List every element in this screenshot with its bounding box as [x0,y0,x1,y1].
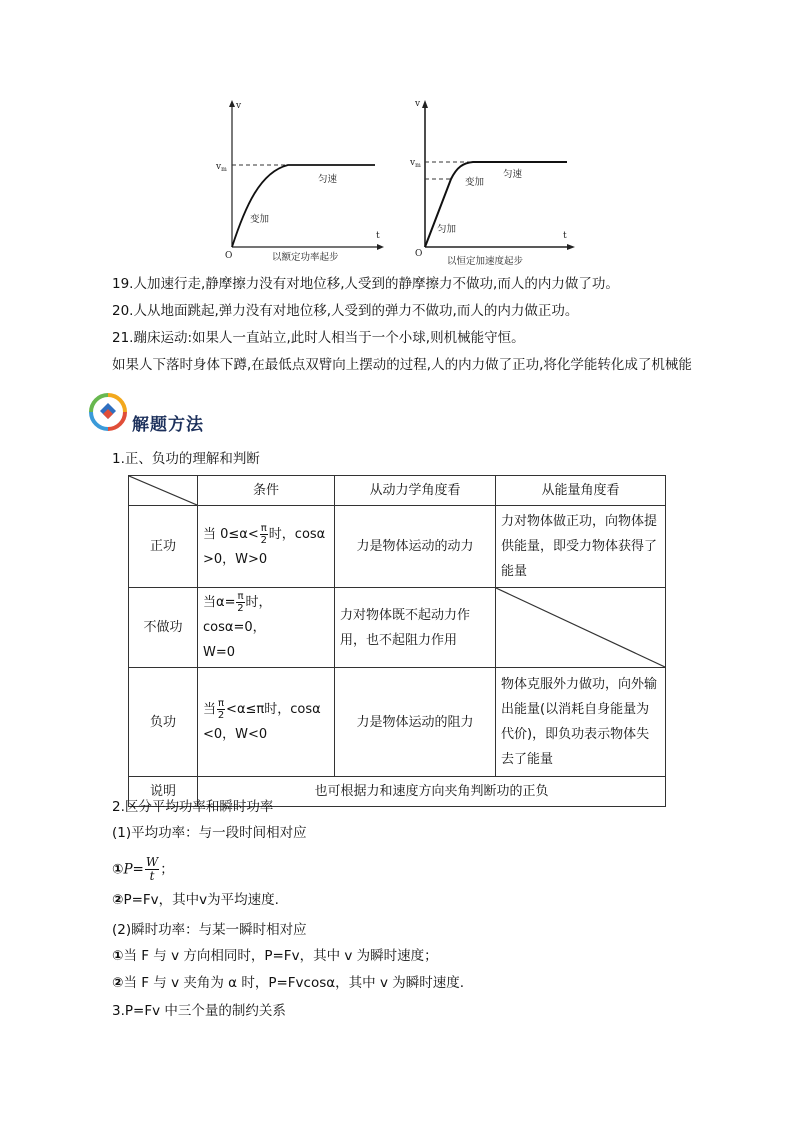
uniform-label: 匀速 [503,169,523,180]
dynamics-cell: 力是物体运动的动力 [335,506,496,588]
vm-label: $v_m$ [216,162,227,173]
note-21: 21.蹦床运动:如果人一直站立,此时人相当于一个小球,则机械能守恒。 [112,330,525,346]
header-condition: 条件 [198,476,335,506]
graph-rated-power-svg [210,92,390,270]
dynamics-cell: 力是物体运动的阻力 [335,668,496,777]
uniform-accel-label: 匀加 [437,224,457,235]
item-3-heading: 3.P=Fv 中三个量的制约关系 [112,1003,286,1019]
graph-caption: 以额定功率起步 [272,252,339,263]
work-sign-table [128,475,666,807]
section-header [88,392,128,434]
pi-over-2: $\frac{\pi}{2}$ [237,591,244,614]
x-axis-arrow [377,244,384,250]
w-over-t: $\frac{W}{t}$ [145,855,159,883]
item-2-1: (1)平均功率：与一段时间相对应 [112,825,307,841]
formula-average-power-1: ①P= $\frac{W}{t}$ ； [112,855,174,883]
x-axis-label: t [376,231,380,241]
table-row-negative [129,668,666,777]
pi-over-2: $\frac{\pi}{2}$ [260,522,267,546]
x-axis-arrow [567,244,575,250]
formula-instant-power-2: ②当 F 与 v 夹角为 α 时，P=Fvcosα，其中 v 为瞬时速度. [112,975,465,991]
dynamics-cell: 力对物体既不起动力作用，也不起阻力作用 [335,588,496,668]
header-dynamics: 从动力学角度看 [335,476,496,506]
energy-cell: 物体克服外力做功，向外输出能量(以消耗自身能量为代价)，即负功表示物体失去了能量 [496,668,666,777]
table-row-zero [129,588,666,668]
variable-accel-label: 变加 [250,214,270,225]
graph-constant-accel-svg [405,92,585,270]
graph-constant-accel [405,92,585,270]
row-label: 负功 [129,668,198,777]
vm-label: $v_m$ [410,158,421,169]
velocity-curve [232,165,375,247]
y-axis-arrow [229,100,235,107]
condition-cell: 当 0≤α< $\frac{\pi}{2}$ 时，cosα >0，W>0 [198,506,335,588]
table-row-positive [129,506,666,588]
note-21b: 如果人下落时身体下蹲,在最低点双臂向上摆动的过程,人的内力做了正功,将化学能转化成了机械能 [112,357,692,373]
graph-caption: 以恒定加速度起步 [447,256,524,267]
header-energy: 从能量角度看 [496,476,666,506]
formula-instant-power-1: ①当 F 与 v 方向相同时，P=Fv，其中 v 为瞬时速度； [112,948,438,964]
formula-average-power-2: ②P=Fv，其中v为平均速度. [112,892,279,908]
variable-accel-label: 变加 [465,177,485,188]
section-logo-icon [88,392,128,432]
item-1-heading: 1.正、负功的理解和判断 [112,451,260,467]
note-20: 20.人从地面跳起,弹力没有对地位移,人受到的弹力不做功,而人的内力做正功。 [112,303,579,319]
item-2-heading: 2.区分平均功率和瞬时功率 [112,799,274,815]
y-axis-label: v [236,101,242,111]
note-cell: 也可根据力和速度方向夹角判断功的正负 [198,777,666,807]
note-19: 19.人加速行走,静摩擦力没有对地位移,人受到的静摩擦力不做功,而人的内力做了功。 [112,276,619,292]
row-label: 正功 [129,506,198,588]
energy-cell: 力对物体做正功，向物体提供能量，即受力物体获得了能量 [496,506,666,588]
energy-empty-cell [496,588,666,668]
origin-label: O [415,249,423,259]
table-corner-cell [129,476,198,506]
y-axis-arrow [422,100,428,108]
y-axis-label: v [415,99,421,109]
origin-label: O [225,251,233,261]
row-label: 不做功 [129,588,198,668]
item-2-2: (2)瞬时功率：与某一瞬时相对应 [112,922,307,938]
x-axis-label: t [563,231,567,241]
graph-rated-power [210,92,390,270]
section-title: 解题方法 [132,415,204,435]
pi-over-2: $\frac{\pi}{2}$ [217,698,225,721]
condition-cell: 当 $\frac{\pi}{2}$ <α≤π时，cosα <0，W<0 [198,668,335,777]
uniform-label: 匀速 [318,174,338,185]
condition-cell: 当α= $\frac{\pi}{2}$ 时，cosα=0， W=0 [198,588,335,668]
table-header-row [129,476,666,506]
row-label: 说明 [129,777,198,807]
